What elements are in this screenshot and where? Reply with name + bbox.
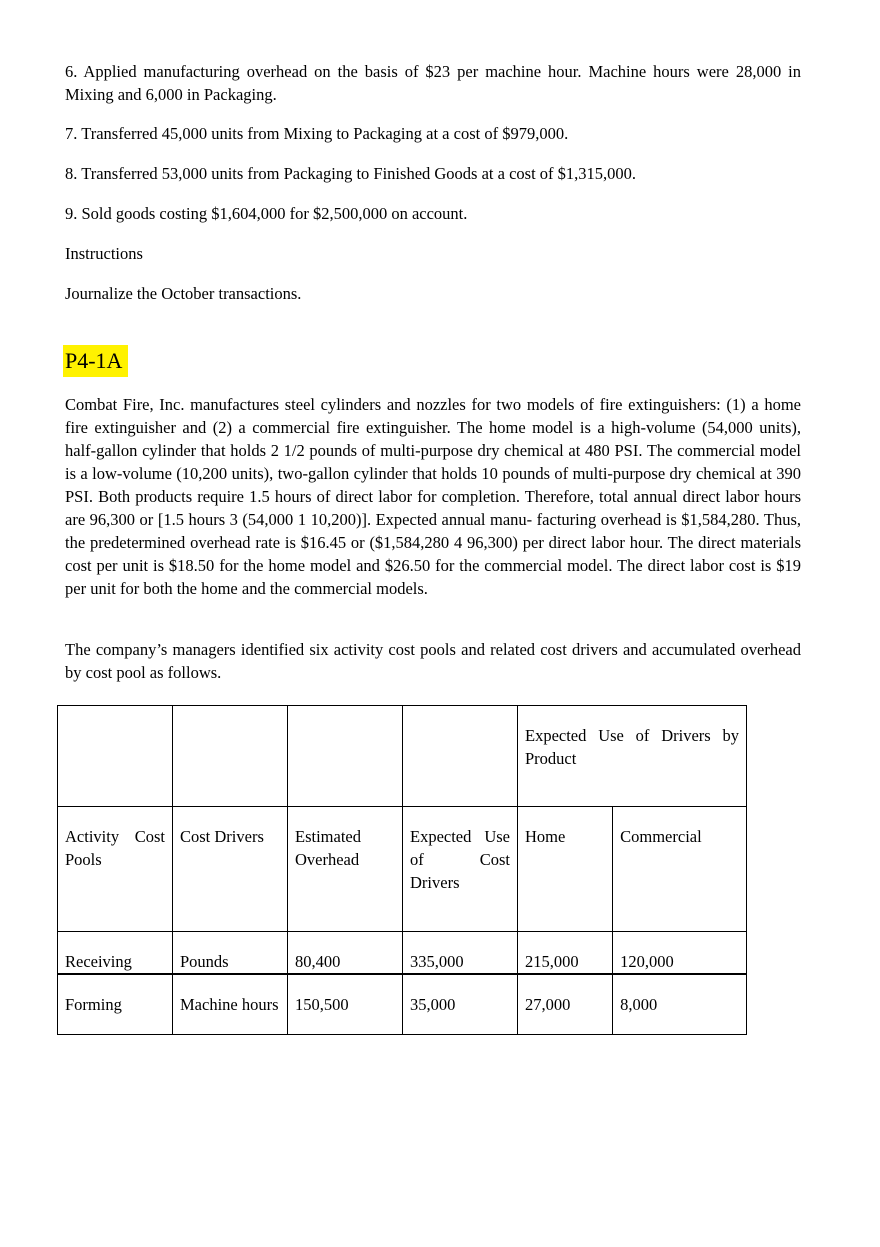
table-cell: 80,400 [288,932,403,975]
table-header-cell: Activity Cost Pools [58,807,173,932]
table-row [58,932,747,975]
table-cell: 120,000 [613,932,747,975]
table-cell: 35,000 [403,974,518,1035]
activity-cost-table [57,705,747,1035]
table-group-header-row [58,706,747,807]
item-8-text: 8. Transferred 53,000 units from Packaging to Finished Goods at a cost of $1,315,000. [65,164,637,183]
problem-description: Combat Fire, Inc. manufactures steel cylinders and nozzles for two models of fire extinguishers: (1) a home fire extinguisher and (2) a commercial fire extinguisher. The home model is a high-volume (54,000 units), half-gallon cylinder that holds 2 1/2 pounds of multi-purpose dry chemical at 480 PSI. The commercial model is a low-volume (10,200 units), two-gallon cylinder that holds 10 pounds of multi-purpose dry chemical at 390 PSI. Both products require 1.5 hours of direct labor for completion. Therefore, total annual direct labor hours are 96,300 or [1.5 hours 3 (54,000 1 10,200)]. Expected annual manu- facturing overhead is $1,584,280. Thus, the predetermined overhead rate is $16.45 or ($1,584,280 4 96,300) per direct labor hour. The direct materials cost per unit is $18.50 for the home model and $26.50 for the commercial model. The direct labor cost is $19 per unit for both the home and the commercial models. [65,395,801,598]
table-header-cell: Commercial [613,807,747,932]
item-6-text: 6. Applied manufacturing overhead on the basis of $23 per machine hour. Machine hours were 28,000 in Mixing and 6,000 in Packaging. [65,62,801,104]
table-cell [403,706,518,807]
item-9-text: 9. Sold goods costing $1,604,000 for $2,500,000 on account. [65,204,468,223]
instructions-text: Journalize the October transactions. [65,284,302,303]
problem-intro-to-table: The company’s managers identified six activity cost pools and related cost drivers and accumulated overhead by cost pool as follows. [65,640,801,682]
table-header-row [58,807,747,932]
instructions-label: Instructions [65,244,143,263]
table-cell [288,706,403,807]
table-cell: 8,000 [613,974,747,1035]
table-cell [173,706,288,807]
table-group-header: Expected Use of Drivers by Product [518,706,747,807]
table-cell: Receiving [58,932,173,975]
table-cell: 27,000 [518,974,613,1035]
table-cell: 150,500 [288,974,403,1035]
table-row [58,974,747,1035]
table-cell: 215,000 [518,932,613,975]
table-cell: Forming [58,974,173,1035]
problem-heading: P4-1A [63,345,128,377]
table-header-cell: Cost Drivers [173,807,288,932]
table-header-cell: Estimated Overhead [288,807,403,932]
table-cell: Pounds [173,932,288,975]
table-header-cell: Expected Use of Cost Drivers [403,807,518,932]
table-header-cell: Home [518,807,613,932]
table-cell: 335,000 [403,932,518,975]
table-cell: Machine hours [173,974,288,1035]
item-7-text: 7. Transferred 45,000 units from Mixing to Packaging at a cost of $979,000. [65,124,569,143]
table-cell [58,706,173,807]
